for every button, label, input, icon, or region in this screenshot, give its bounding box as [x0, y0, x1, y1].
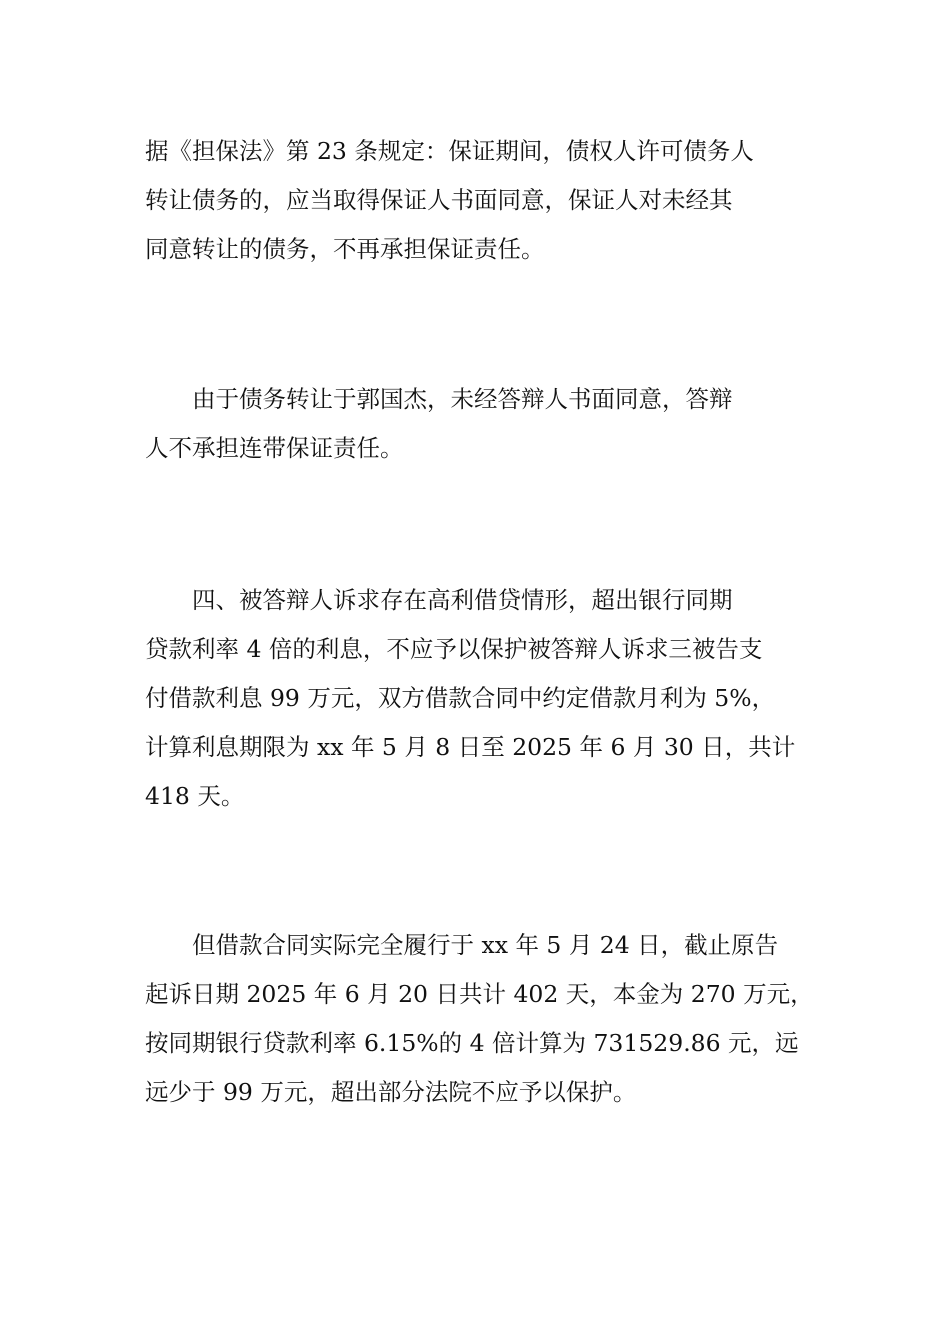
- text-line: 由于债务转让于郭国杰，未经答辩人书面同意，答辩: [145, 385, 733, 413]
- paragraph-usury-claim: [145, 576, 810, 821]
- text-line: 付借款利息 99 万元，双方借款合同中约定借款月利为 5%，: [145, 684, 776, 712]
- text-line: 按同期银行贷款利率 6.15%的 4 倍计算为 731529.86 元，远: [145, 1029, 799, 1057]
- text-line: 418 天。: [145, 782, 245, 810]
- paragraph-interest-calculation: [145, 921, 814, 1117]
- text-line: 计算利息期限为 xx 年 5 月 8 日至 2025 年 6 月 30 日，共计: [145, 733, 796, 761]
- text-line: 同意转让的债务，不再承担保证责任。: [145, 235, 545, 263]
- paragraph-guarantee-law: [145, 127, 810, 274]
- text-line: 人不承担连带保证责任。: [145, 434, 404, 462]
- text-line: 据《担保法》第 23 条规定：保证期间，债权人许可债务人: [145, 137, 754, 165]
- text-line: 远少于 99 万元，超出部分法院不应予以保护。: [145, 1078, 637, 1106]
- text-line: 但借款合同实际完全履行于 xx 年 5 月 24 日，截止原告: [145, 931, 779, 959]
- text-line: 转让债务的，应当取得保证人书面同意，保证人对未经其: [145, 186, 733, 214]
- paragraph-debt-transfer: [145, 375, 810, 473]
- text-line: 贷款利率 4 倍的利息，不应予以保护被答辩人诉求三被告支: [145, 635, 763, 663]
- text-line: 起诉日期 2025 年 6 月 20 日共计 402 天，本金为 270 万元，: [145, 980, 814, 1008]
- text-line: 四、被答辩人诉求存在高利借贷情形，超出银行同期: [145, 586, 733, 614]
